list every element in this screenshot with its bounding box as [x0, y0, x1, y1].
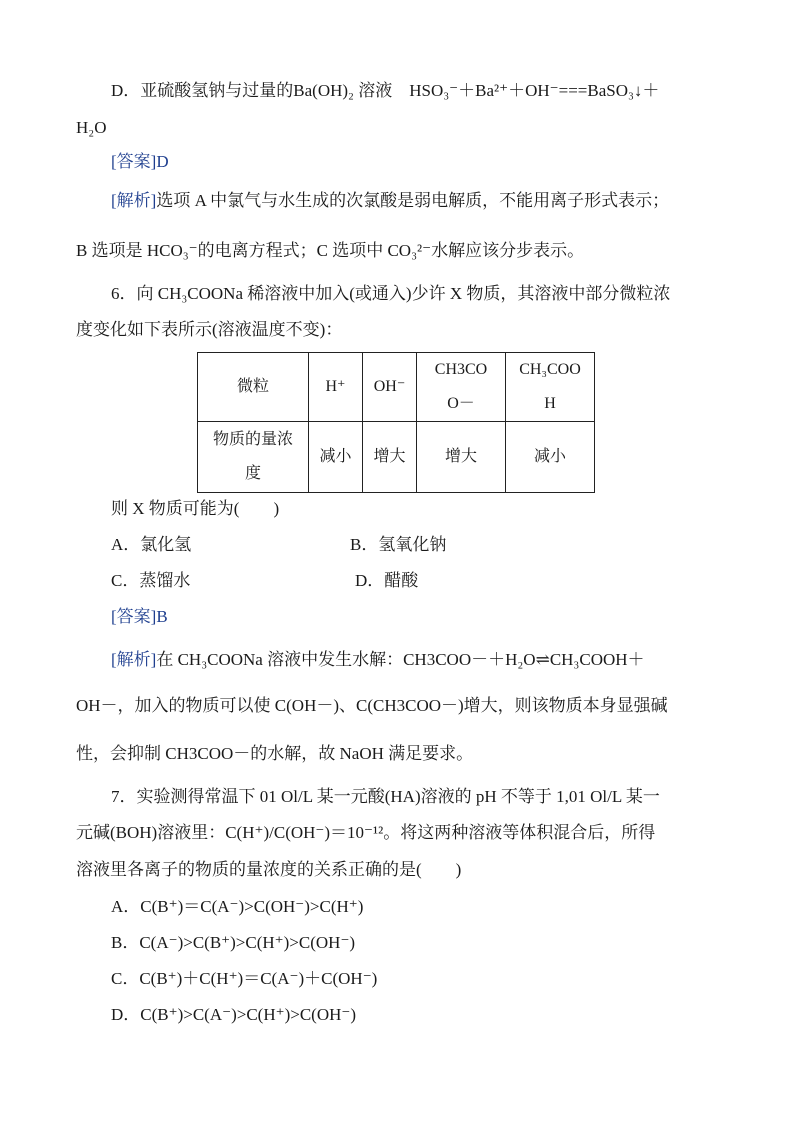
question-7-line3: 溶液里各离子的物质的量浓度的关系正确的是( ) [76, 860, 462, 879]
analysis-6-line3: 性，会抑制 CH3COO－的水解，故 NaOH 满足要求。 [76, 744, 474, 763]
option-6c: C．蒸馏水 [111, 571, 191, 590]
table-cell: 减小 [506, 422, 595, 493]
option-6b: B．氢氧化钠 [350, 535, 447, 554]
answer-6: [答案]B [111, 607, 168, 626]
analysis-6-line2: OH－，加入的物质可以使 C(OH－)、C(CH3COO－)增大，则该物质本身显强碱 [76, 696, 668, 715]
section-tag: [解析] [111, 650, 157, 669]
analysis-5-line1: [解析]选项 A 中氯气与水生成的次氯酸是弱电解质，不能用离子形式表示； [111, 191, 670, 210]
answer-5: [答案]D [111, 152, 169, 171]
analysis-6-line1: [解析]在 CH₃COONa 溶液中发生水解：CH3COO－＋H₂O⇌CH₃COOH＋ [111, 650, 645, 669]
table-cell: 减小 [309, 422, 363, 493]
table-cell: 增大 [417, 422, 506, 493]
table-cell: 增大 [363, 422, 417, 493]
table-header-row [198, 353, 595, 422]
table-header-cell: H⁺ [309, 353, 363, 422]
question-6-prompt: 则 X 物质可能为( ) [111, 499, 280, 518]
question-7-line2: 元碱(BOH)溶液里：C(H⁺)/C(OH⁻)＝10⁻¹²。将这两种溶液等体积混合后，所得 [76, 823, 656, 842]
table-row [198, 422, 595, 493]
option-7c: C．C(B⁺)＋C(H⁺)＝C(A⁻)＋C(OH⁻) [111, 969, 378, 988]
table-header-cell: 微粒 [198, 353, 309, 422]
option-7a: A．C(B⁺)＝C(A⁻)>C(OH⁻)>C(H⁺) [111, 897, 364, 916]
section-tag: [答案] [111, 607, 157, 626]
analysis-5-line2: B 选项是 HCO₃⁻的电离方程式；C 选项中 CO₃²⁻水解应该分步表示。 [76, 241, 585, 260]
option-6a: A．氯化氢 [111, 535, 192, 554]
question-7-line1: 7．实验测得常温下 01 Ol/L 某一元酸(HA)溶液的 pH 不等于 1,01 Ol/L 某一 [111, 787, 660, 806]
line-option-d: D．亚硫酸氢钠与过量的Ba(OH)₂ 溶液 HSO₃⁻＋Ba²⁺＋OH⁻===BaSO₃↓＋ [111, 81, 660, 100]
question-6-line1: 6．向 CH₃COONa 稀溶液中加入(或通入)少许 X 物质，其溶液中部分微粒浓 [111, 284, 671, 303]
option-7b: B．C(A⁻)>C(B⁺)>C(H⁺)>C(OH⁻) [111, 933, 356, 952]
question-6-line2: 度变化如下表所示(溶液温度不变)： [76, 320, 343, 339]
option-7d: D．C(B⁺)>C(A⁻)>C(H⁺)>C(OH⁻) [111, 1005, 357, 1024]
table-header-cell: CH₃COO H [506, 353, 595, 422]
line-h2o: H₂O [76, 118, 107, 137]
option-6d: D．醋酸 [355, 571, 419, 590]
section-tag: [解析] [111, 191, 157, 210]
concentration-table [197, 352, 595, 493]
table-header-cell: OH⁻ [363, 353, 417, 422]
section-tag: [答案] [111, 152, 157, 171]
table-cell: 物质的量浓 度 [198, 422, 309, 493]
table-header-cell: CH3CO O－ [417, 353, 506, 422]
